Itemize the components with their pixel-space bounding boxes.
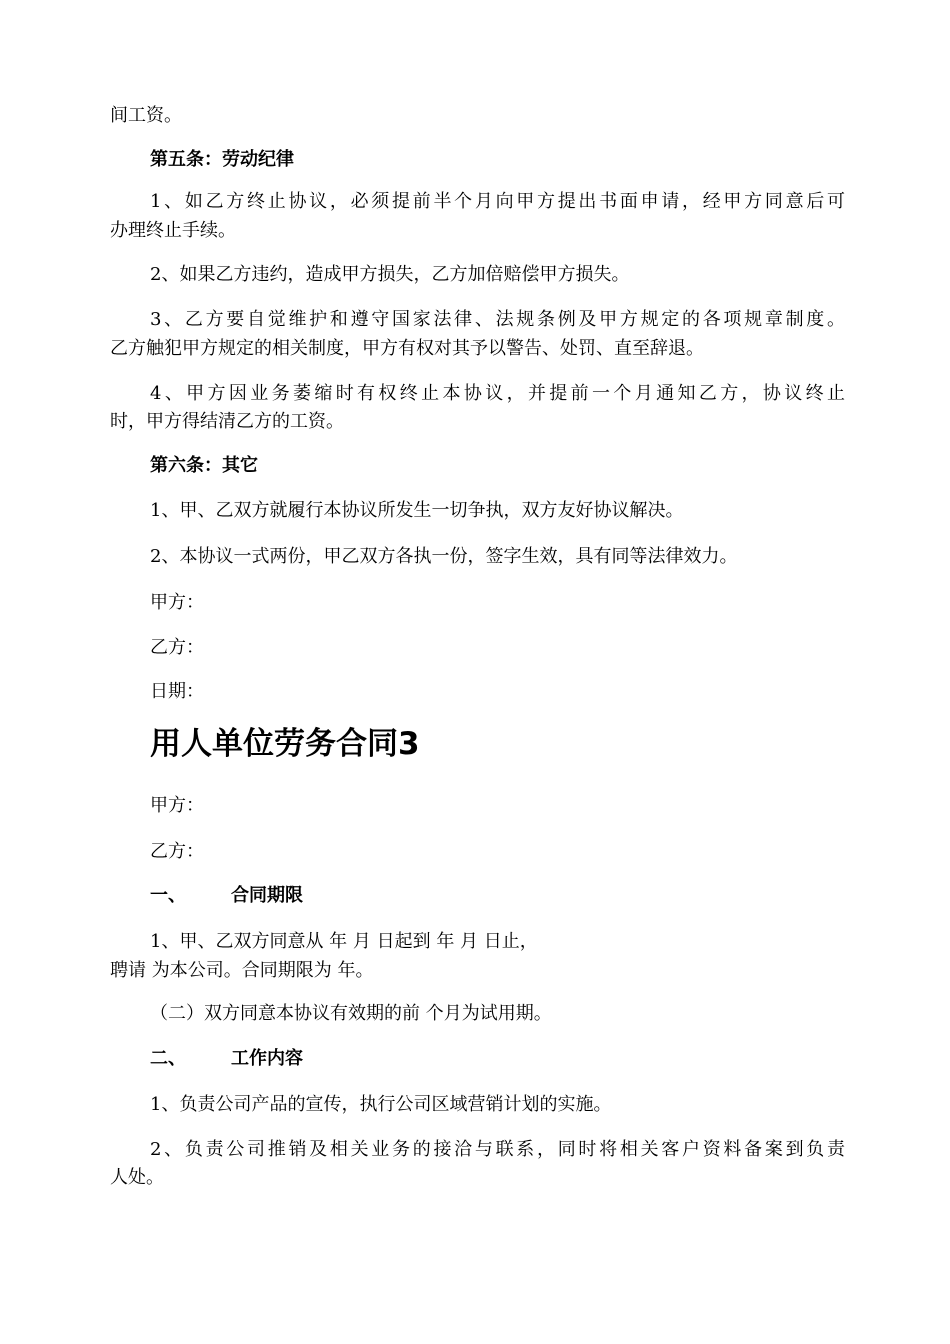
section2-item2-line2: 人处。 xyxy=(110,1167,164,1188)
contract3-party-b: 乙方： xyxy=(150,841,204,862)
signature-date: 日期： xyxy=(150,681,204,702)
section2-title: 工作内容 xyxy=(231,1048,303,1069)
article5-item1-line2: 办理终止手续。 xyxy=(110,220,236,241)
section2-item1: 1、负责公司产品的宣传，执行公司区域营销计划的实施。 xyxy=(150,1094,612,1115)
signature-party-a: 甲方： xyxy=(150,592,204,613)
article6-heading: 第六条：其它 xyxy=(150,455,258,476)
article5-item1-line1: 1、如乙方终止协议，必须提前半个月向甲方提出书面申请，经甲方同意后可 xyxy=(150,191,845,212)
article6-item2: 2、本协议一式两份，甲乙双方各执一份，签字生效，具有同等法律效力。 xyxy=(150,546,738,567)
contract3-party-a: 甲方： xyxy=(150,795,204,816)
section1-line2: 聘请 为本公司。合同期限为 年。 xyxy=(110,960,374,981)
article5-heading: 第五条：劳动纪律 xyxy=(150,149,294,170)
continuation-text: 间工资。 xyxy=(110,105,182,126)
article5-item2: 2、如果乙方违约，造成甲方损失，乙方加倍赔偿甲方损失。 xyxy=(150,264,630,285)
contract3-title: 用人单位劳务合同3 xyxy=(150,726,420,762)
article5-item3-line1: 3、乙方要自觉维护和遵守国家法律、法规条例及甲方规定的各项规章制度。 xyxy=(150,309,845,330)
section1-line3: （二）双方同意本协议有效期的前 个月为试用期。 xyxy=(150,1003,552,1024)
section1-number: 一、 xyxy=(150,885,186,906)
article5-item4-line2: 时，甲方得结清乙方的工资。 xyxy=(110,411,344,432)
section2-item2-line1: 2、负责公司推销及相关业务的接洽与联系，同时将相关客户资料备案到负责 xyxy=(150,1139,845,1160)
article6-item1: 1、甲、乙双方就履行本协议所发生一切争执，双方友好协议解决。 xyxy=(150,500,684,521)
article5-item3-line2: 乙方触犯甲方规定的相关制度，甲方有权对其予以警告、处罚、直至辞退。 xyxy=(110,338,704,359)
section2-number: 二、 xyxy=(150,1048,186,1069)
section1-title: 合同期限 xyxy=(231,885,303,906)
signature-party-b: 乙方： xyxy=(150,637,204,658)
section1-line1: 1、甲、乙双方同意从 年 月 日起到 年 月 日止， xyxy=(150,931,538,952)
article5-item4-line1: 4、甲方因业务萎缩时有权终止本协议，并提前一个月通知乙方，协议终止 xyxy=(150,383,845,404)
